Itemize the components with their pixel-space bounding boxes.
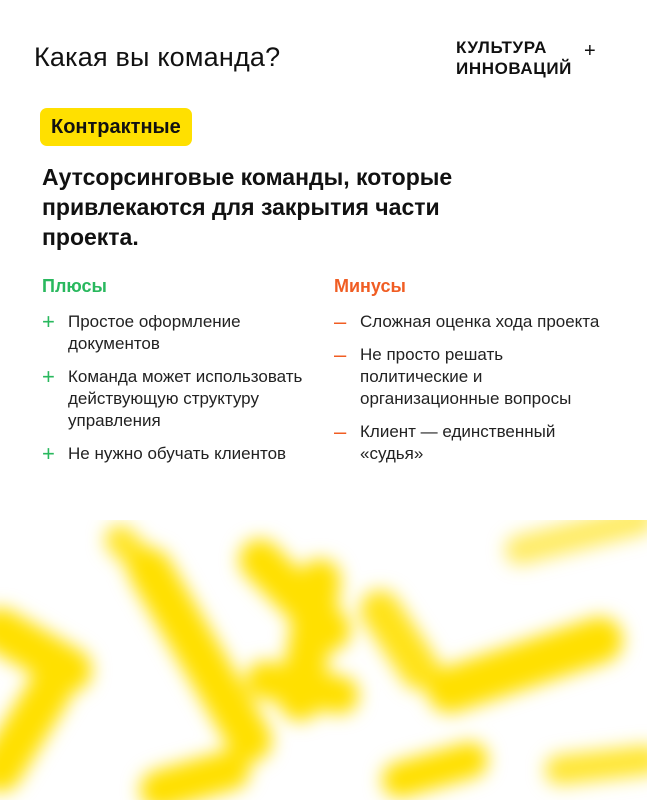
logo-line-1: КУЛЬТУРА <box>456 38 548 57</box>
plus-icon: + <box>42 441 55 466</box>
cons-item-text: Сложная оценка хода проекта <box>360 312 600 331</box>
cons-item <box>334 344 614 410</box>
minus-icon: – <box>334 419 347 444</box>
cons-item <box>334 311 614 333</box>
blurred-plus-decoration <box>0 520 647 800</box>
pros-item-text: Не нужно обучать клиентов <box>68 444 287 463</box>
cons-heading: Минусы <box>334 276 406 296</box>
pros-heading: Плюсы <box>42 276 107 296</box>
brand-logo <box>456 38 616 82</box>
pros-item <box>42 366 312 432</box>
pros-item <box>42 311 312 355</box>
pros-item-text: Простое оформление документов <box>68 312 241 353</box>
cons-item-text: Не просто решать политические и организационные вопросы <box>360 345 572 408</box>
minus-icon: – <box>334 342 347 367</box>
pros-item-text: Команда может использовать действующую структуру управления <box>68 367 303 430</box>
plus-icon: + <box>42 364 55 389</box>
logo-plus-icon: + <box>584 40 596 62</box>
pros-item <box>42 443 312 465</box>
logo-line-2: ИННОВАЦИЙ <box>456 59 572 78</box>
minus-icon: – <box>334 309 347 334</box>
cons-item-text: Клиент — единственный «судья» <box>360 422 556 463</box>
cons-item <box>334 421 614 465</box>
plus-icon: + <box>42 309 55 334</box>
team-type-badge: Контрактные <box>40 108 192 146</box>
page-title: Какая вы команда? <box>34 42 281 72</box>
team-description: Аутсорсинговые команды, которые привлекаются для закрытия части проекта. <box>42 164 453 250</box>
cons-column <box>334 276 614 476</box>
pros-column <box>42 276 312 476</box>
